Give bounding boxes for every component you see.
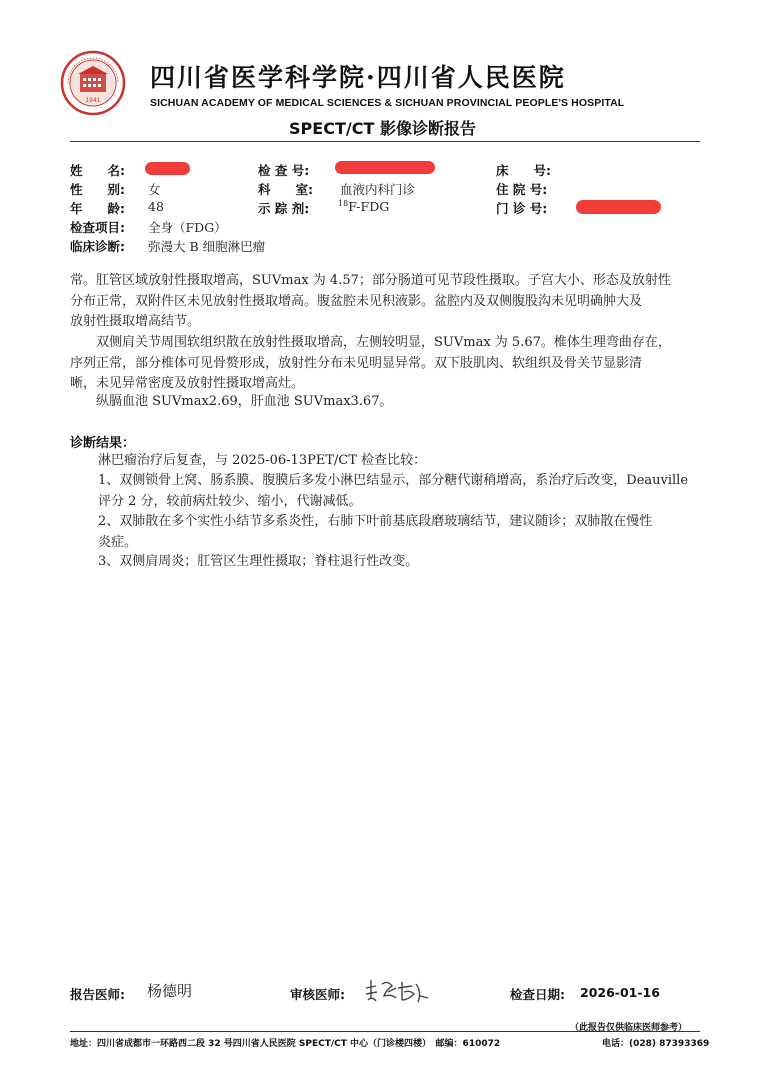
seal-year: 1941	[85, 97, 101, 104]
reporter-label: 报告医师:	[70, 987, 125, 1002]
inpatient-no-label: 住 院 号:	[496, 182, 548, 197]
clinical-diagnosis-value: 弥漫大 B 细胞淋巴瘤	[148, 239, 266, 254]
tracer-isotope-mass: 18	[338, 199, 349, 208]
findings-paragraph-1: 常。肛管区域放射性摄取增高，SUVmax 为 4.57；部分肠道可见节段性摄取。子宫大小、形态及放射性 分布正常，双附件区未见放射性摄取增高。腹盆腔未见积液影。盆腔内及双侧腹股沟未见明确肿大及 放射性摄取增高结节。	[70, 273, 671, 329]
reviewer-signature	[362, 974, 434, 1006]
outpatient-no-label: 门 诊 号:	[496, 201, 548, 216]
findings-paragraph-3: 纵膈血池 SUVmax2.69，肝血池 SUVmax3.67。	[70, 394, 393, 409]
outpatient-no-redaction	[576, 200, 661, 214]
exam-date-label: 检查日期:	[510, 987, 565, 1002]
footer-phone: 电话：(028) 87393369	[602, 1039, 710, 1049]
dept-label: 科 室:	[258, 182, 313, 197]
name-label: 姓 名:	[70, 163, 125, 178]
exam-date-value: 2026-01-16	[580, 985, 660, 1000]
tracer-name: F-FDG	[348, 199, 390, 215]
footer-divider	[70, 1031, 700, 1032]
hospital-name-cn: 四川省医学科学院·四川省人民医院	[150, 63, 566, 92]
diagnosis-item-2: 2、双肺散在多个实性小结节多系炎性，右肺下叶前基底段磨玻璃结节，建议随诊；双肺散在慢性 炎症。	[98, 514, 653, 550]
tracer-value	[338, 199, 389, 214]
tracer-label: 示 踪 剂:	[258, 201, 310, 216]
age-label: 年 龄:	[70, 201, 125, 216]
report-title: SPECT/CT 影像诊断报告	[289, 119, 476, 138]
exam-no-label: 检 查 号:	[258, 163, 310, 178]
bed-label: 床 号:	[496, 163, 551, 178]
exam-item-label: 检查项目:	[70, 220, 125, 235]
sex-label: 性 别:	[70, 182, 125, 197]
exam-no-redaction	[335, 161, 435, 174]
sex-value: 女	[148, 182, 161, 197]
report-reference-note: （此报告仅供临床医师参考）	[570, 1023, 688, 1033]
hospital-seal-logo	[60, 50, 126, 116]
reviewer-label: 审核医师:	[290, 987, 345, 1002]
exam-item-value: 全身（FDG）	[148, 220, 227, 235]
header-divider	[70, 141, 700, 142]
findings-paragraph-2: 双侧肩关节周围软组织散在放射性摄取增高，左侧较明显，SUVmax 为 5.67。椎体生理弯曲存在， 序列正常，部分椎体可见骨赘形成，放射性分布未见明显异常。双下肢肌肉、软组织及骨关节显影清 晰，未见异常密度及放射性摄取增高灶。	[70, 335, 671, 391]
reporter-name: 杨德明	[147, 982, 193, 1000]
diagnosis-item-1: 1、双侧锁骨上窝、肠系膜、腹膜后多发小淋巴结显示，部分糖代谢稍增高，系治疗后改变，Deauville 评分 2 分，较前病灶较少、缩小，代谢减低。	[98, 473, 689, 509]
age-value: 48	[148, 199, 164, 214]
hospital-name-en: SICHUAN ACADEMY OF MEDICAL SCIENCES & SICHUAN PROVINCIAL PEOPLE'S HOSPITAL	[150, 97, 625, 109]
footer-address: 地址：四川省成都市一环路西二段 32 号四川省人民医院 SPECT/CT 中心（门诊楼四楼） 邮编：610072	[70, 1039, 501, 1049]
diagnosis-intro: 淋巴瘤治疗后复查，与 2025-06-13PET/CT 检查比较：	[98, 453, 427, 468]
clinical-diagnosis-label: 临床诊断:	[70, 239, 125, 254]
name-redaction	[145, 162, 190, 175]
dept-value: 血液内科门诊	[340, 182, 416, 197]
diagnosis-heading: 诊断结果：	[70, 436, 136, 451]
diagnosis-item-3: 3、双侧肩周炎；肛管区生理性摄取；脊柱退行性改变。	[98, 554, 419, 569]
